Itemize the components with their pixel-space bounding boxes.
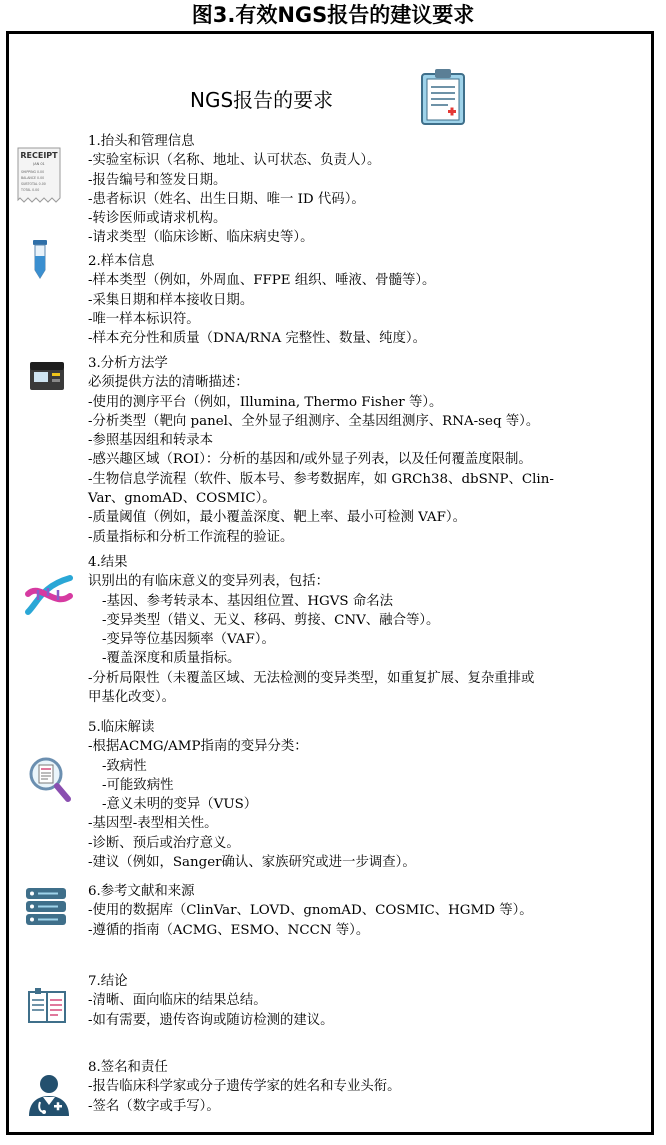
section-line: -覆盖深度和质量指标。 bbox=[102, 651, 241, 667]
section-line: -感兴趣区域（ROI）：分析的基因和/或外显子列表，以及任何覆盖度限制。 bbox=[88, 452, 532, 468]
section-line: -样本类型（例如，外周血、FFPE 组织、唾液、骨髓等）。 bbox=[88, 273, 436, 289]
section-line: -意义未明的变异（VUS） bbox=[102, 797, 258, 813]
document-title: NGS报告的要求 bbox=[190, 88, 334, 112]
section-conclusion bbox=[88, 972, 334, 1030]
section-heading: 7.结论 bbox=[88, 974, 128, 989]
receipt-icon bbox=[16, 146, 62, 204]
report-documents-icon bbox=[26, 986, 68, 1026]
receipt-title: RECEIPT bbox=[20, 151, 58, 160]
section-heading: 8.签名和责任 bbox=[88, 1060, 168, 1075]
doctor-icon bbox=[26, 1072, 72, 1118]
section-line: -样本充分性和质量（DNA/RNA 完整性、数量、纯度）。 bbox=[88, 331, 426, 347]
figure-title: 图3.有效NGS报告的建议要求 bbox=[191, 3, 475, 27]
section-line: -使用的数据库（ClinVar、LOVD、gnomAD、COSMIC、HGMD 等）。 bbox=[88, 903, 533, 919]
section-line: -生物信息学流程（软件、版本号、参考数据库，如 GRCh38、dbSNP、Clin- bbox=[88, 471, 554, 487]
section-line: 必须提供方法的清晰描述： bbox=[88, 375, 249, 391]
receipt-row: BALANCE 0.00 bbox=[21, 176, 45, 180]
section-header-admin bbox=[88, 132, 380, 248]
section-line: -基因、参考转录本、基因组位置、HGVS 命名法 bbox=[102, 593, 394, 609]
section-line: -如有需要，遗传咨询或随访检测的建议。 bbox=[88, 1012, 334, 1028]
section-line: -患者标识（姓名、出生日期、唯一 ID 代码）。 bbox=[88, 191, 365, 207]
section-line: -可能致病性 bbox=[102, 777, 174, 793]
receipt-row: TOTAL 0.00 bbox=[21, 188, 40, 192]
section-results bbox=[88, 553, 534, 707]
receipt-row: SUBTOTAL 0.00 bbox=[21, 182, 46, 186]
section-line: -转诊医师或请求机构。 bbox=[88, 211, 227, 227]
database-icon bbox=[22, 884, 70, 930]
section-line: -报告临床科学家或分子遗传学家的姓名和专业头衔。 bbox=[88, 1079, 401, 1095]
section-clinical-interpretation bbox=[88, 718, 416, 872]
section-line: -参照基因组和转录本 bbox=[88, 433, 214, 449]
section-heading: 6.参考文献和来源 bbox=[88, 884, 195, 899]
receipt-date: JAN 01 bbox=[33, 162, 45, 166]
test-tube-icon bbox=[30, 240, 50, 280]
section-line: -遵循的指南（ACMG、ESMO、NCCN 等）。 bbox=[88, 922, 370, 938]
section-line: -质量指标和分析工作流程的验证。 bbox=[88, 529, 294, 545]
section-line: -根据ACMG/AMP指南的变异分类： bbox=[88, 739, 308, 755]
section-references bbox=[88, 882, 533, 940]
receipt-row: SHIPPING 0.00 bbox=[21, 170, 45, 174]
section-line: -实验室标识（名称、地址、认可状态、负责人）。 bbox=[88, 153, 381, 169]
section-line: Var、gnomAD、COSMIC）。 bbox=[88, 491, 276, 507]
section-line: -变异等位基因频率（VAF）。 bbox=[102, 632, 275, 648]
section-line: -签名（数字或手写）。 bbox=[88, 1098, 220, 1114]
section-line: 甲基化改变）。 bbox=[88, 690, 176, 706]
clipboard-icon bbox=[420, 68, 466, 126]
section-heading: 5.临床解读 bbox=[88, 720, 155, 735]
section-methodology bbox=[88, 354, 554, 547]
section-heading: 2.样本信息 bbox=[88, 254, 155, 269]
section-line: -变异类型（错义、无义、移码、剪接、CNV、融合等）。 bbox=[102, 612, 440, 628]
section-line: -分析局限性（未覆盖区域、无法检测的变异类型，如重复扩展、复杂重排或 bbox=[88, 670, 535, 686]
section-heading: 3.分析方法学 bbox=[88, 356, 168, 371]
section-line: -质量阈值（例如，最小覆盖深度、靶上率、最小可检测 VAF）。 bbox=[88, 510, 466, 526]
section-line: -采集日期和样本接收日期。 bbox=[88, 292, 254, 308]
section-line: -基因型-表型相关性。 bbox=[88, 816, 218, 832]
section-line: -使用的测序平台（例如，Illumina, Thermo Fisher 等）。 bbox=[88, 394, 443, 410]
section-line: -唯一样本标识符。 bbox=[88, 311, 200, 327]
section-line: 识别出的有临床意义的变异列表，包括： bbox=[88, 574, 330, 590]
section-heading: 1.抬头和管理信息 bbox=[88, 134, 195, 149]
sequencer-icon bbox=[28, 360, 66, 392]
section-line: -报告编号和签发日期。 bbox=[88, 172, 227, 188]
section-line: -致病性 bbox=[102, 758, 147, 774]
section-signature bbox=[88, 1058, 401, 1116]
section-line: -请求类型（临床诊断、临床病史等）。 bbox=[88, 230, 314, 246]
dna-icon bbox=[24, 572, 74, 618]
section-line: -分析类型（靶向 panel、全外显子组测序、全基因组测序、RNA-seq 等）。 bbox=[88, 413, 540, 429]
section-line: -清晰、面向临床的结果总结。 bbox=[88, 993, 267, 1009]
magnifier-report-icon bbox=[28, 756, 72, 804]
section-sample-info bbox=[88, 252, 435, 348]
section-line: -建议（例如，Sanger确认、家族研究或进一步调查）。 bbox=[88, 855, 416, 871]
section-line: -诊断、预后或治疗意义。 bbox=[88, 835, 240, 851]
section-heading: 4.结果 bbox=[88, 555, 128, 570]
